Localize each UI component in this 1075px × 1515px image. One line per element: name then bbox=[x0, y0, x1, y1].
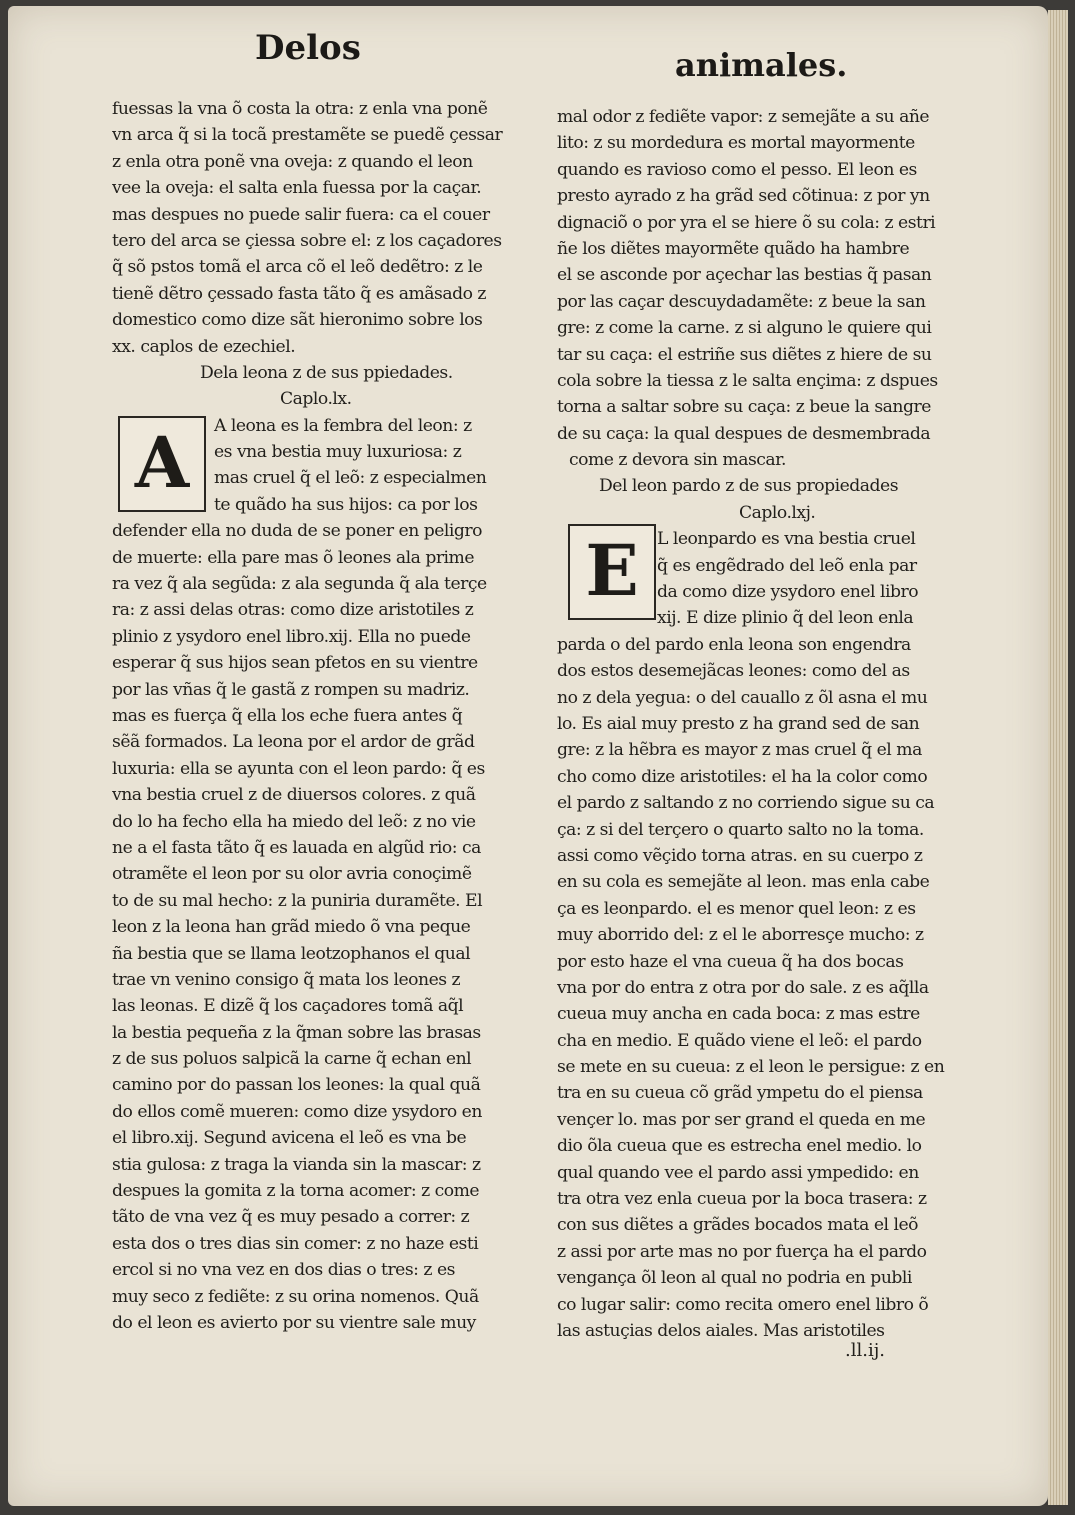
left-text-block-a bbox=[112, 96, 507, 360]
text-line: no z dela yegua: o del cauallo z õl asna el mu bbox=[557, 687, 928, 708]
text-line: esta dos o tres dias sin comer: z no haze esti bbox=[112, 1233, 479, 1254]
text-line: gre: z la hẽbra es mayor z mas cruel q̃ el ma bbox=[557, 740, 922, 761]
text-line: dio õla cueua que es estrecha enel medio. lo bbox=[557, 1136, 922, 1157]
text-line: se mete en su cueua: z el leon le persigue: z en bbox=[557, 1057, 945, 1078]
text-line: dignaciõ o por yra el se hiere õ su cola: z estri bbox=[557, 212, 936, 233]
left-text-block-b bbox=[112, 518, 507, 1336]
text-line: plinio z ysydoro enel libro.xij. Ella no puede bbox=[112, 626, 471, 647]
text-line: de muerte: ella pare mas õ leones ala prime bbox=[112, 547, 475, 568]
text-line: leon z la leona han grãd miedo õ vna peque bbox=[112, 917, 471, 938]
text-line: defender ella no duda de se poner en peligro bbox=[112, 521, 482, 542]
text-line: domestico como dize sãt hieronimo sobre los bbox=[112, 310, 483, 331]
text-line: camino por do passan los leones: la qual quã bbox=[112, 1075, 481, 1096]
text-line: tar su caça: el estriñe sus diẽtes z hiere de su bbox=[557, 344, 932, 365]
text-line: tãto de vna vez q̃ es muy pesado a correr: z bbox=[112, 1207, 470, 1228]
text-line: te quãdo ha sus hijos: ca por los bbox=[214, 494, 478, 515]
text-line: ñe los diẽtes mayormẽte quãdo ha hambre bbox=[557, 238, 910, 259]
text-line: por las caçar descuydadamẽte: z beue la san bbox=[557, 291, 926, 312]
right-column bbox=[557, 104, 949, 1344]
text-line: muy aborrido del: z el le aborresçe mucho: z bbox=[557, 925, 924, 946]
text-line: gre: z come la carne. z si alguno le quiere qui bbox=[557, 318, 932, 339]
text-line: xx. caplos de ezechiel. bbox=[112, 336, 296, 357]
text-line: presto ayrado z ha grãd sed cõtinua: z por yn bbox=[557, 186, 930, 207]
page-fore-edge bbox=[1048, 10, 1068, 1505]
text-line: esperar q̃ sus hijos sean pfetos en su vientre bbox=[112, 653, 478, 674]
text-line: vee la oveja: el salta enla fuessa por la caçar. bbox=[112, 178, 482, 199]
text-line: luxuria: ella se ayunta con el leon pardo: q̃ es bbox=[112, 758, 485, 779]
text-line: el libro.xij. Segund avicena el leõ es vna be bbox=[112, 1128, 467, 1149]
text-line: ra vez q̃ ala segũda: z ala segunda q̃ ala terçe bbox=[112, 574, 487, 595]
text-line: ça: z si del terçero o quarto salto no la toma. bbox=[557, 819, 924, 840]
text-line: trae vn venino consigo q̃ mata los leones z bbox=[112, 969, 461, 990]
text-line: vençer lo. mas por ser grand el queda en me bbox=[557, 1109, 926, 1130]
text-line: ña bestia que se llama leotzophanos el qual bbox=[112, 943, 471, 964]
text-line: cho como dize aristotiles: el ha la color como bbox=[557, 766, 928, 787]
decorated-initial-a: A bbox=[118, 416, 206, 512]
text-line: come z devora sin mascar. bbox=[569, 450, 786, 471]
text-line: mas cruel q̃ el leõ: z especialmen bbox=[214, 468, 487, 489]
right-text-block-a bbox=[557, 104, 949, 473]
folio-signature: .ll.ij. bbox=[845, 1340, 886, 1361]
text-line: mal odor z fediẽte vapor: z semejãte a su añe bbox=[557, 107, 930, 127]
text-line: cueua muy ancha en cada boca: z mas estre bbox=[557, 1004, 920, 1025]
text-line: xij. E dize plinio q̃ del leon enla bbox=[657, 608, 914, 629]
text-line: otramẽte el leon por su olor avria conoçimẽ bbox=[112, 864, 472, 885]
chapter-number: Caplo.lxj. bbox=[739, 502, 816, 523]
text-line: tero del arca se çiessa sobre el: z los caçadores bbox=[112, 230, 502, 251]
text-line: tra otra vez enla cueua por la boca trasera: z bbox=[557, 1189, 927, 1210]
text-line: por esto haze el vna cueua q̃ ha dos bocas bbox=[557, 951, 904, 972]
text-line: es vna bestia muy luxuriosa: z bbox=[214, 442, 462, 463]
text-line: tienẽ dẽtro çessado fasta tãto q̃ es amãsado z bbox=[112, 283, 486, 304]
text-line: L leonpardo es vna bestia cruel bbox=[657, 529, 916, 550]
text-line: parda o del pardo enla leona son engendra bbox=[557, 634, 911, 655]
text-line: q̃ sõ pstos tomã el arca cõ el leõ dedẽtro: z le bbox=[112, 257, 483, 278]
text-line: torna a saltar sobre su caça: z beue la sangre bbox=[557, 397, 931, 418]
text-line: mas despues no puede salir fuera: ca el couer bbox=[112, 204, 490, 225]
text-line: z de sus poluos salpicã la carne q̃ echan enl bbox=[112, 1049, 472, 1070]
text-line: do el leon es avierto por su vientre sale muy bbox=[112, 1312, 476, 1333]
text-line: ça es leonpardo. el es menor quel leon: z es bbox=[557, 898, 916, 919]
text-line: el se asconde por açechar las bestias q̃ pasan bbox=[557, 265, 932, 286]
text-line: ercol si no vna vez en dos dias o tres: z es bbox=[112, 1260, 455, 1281]
chapter-heading: Del leon pardo z de sus propiedades bbox=[599, 476, 899, 497]
text-line: qual quando vee el pardo assi ympedido: en bbox=[557, 1162, 919, 1183]
text-line: to de su mal hecho: z la puniria duramẽte. El bbox=[112, 890, 483, 911]
text-line: las leonas. E dizẽ q̃ los caçadores tomã aq̃l bbox=[112, 996, 464, 1017]
text-line: en su cola es semejãte al leon. mas enla cabe bbox=[557, 872, 930, 893]
text-line: A leona es la fembra del leon: z bbox=[214, 415, 472, 436]
decorated-initial-e: E bbox=[568, 524, 656, 620]
text-line: mas es fuerça q̃ ella los eche fuera antes q̃ bbox=[112, 705, 463, 726]
text-line: do lo ha fecho ella ha miedo del leõ: z no vie bbox=[112, 811, 476, 832]
text-line: do ellos comẽ mueren: como dize ysydoro en bbox=[112, 1101, 482, 1122]
text-line: stia gulosa: z traga la vianda sin la mascar: z bbox=[112, 1154, 481, 1175]
text-line: de su caça: la qual despues de desmembrada bbox=[557, 423, 931, 444]
text-line: lito: z su mordedura es mortal mayormente bbox=[557, 133, 915, 154]
text-line: ra: z assi delas otras: como dize aristotiles z bbox=[112, 600, 474, 621]
right-text-block-b bbox=[557, 632, 949, 1345]
text-line: quando es ravioso como el pesso. El leon es bbox=[557, 159, 917, 180]
text-line: vn arca q̃ si la tocã prestamẽte se puedẽ çessar bbox=[112, 125, 503, 146]
text-line: ne a el fasta tãto q̃ es lauada en algũd rio: ca bbox=[112, 837, 481, 858]
text-line: vna por do entra z otra por do sale. z es aq̃lla bbox=[557, 977, 929, 998]
text-line: da como dize ysydoro enel libro bbox=[657, 582, 919, 603]
running-head-right: animales. bbox=[675, 46, 848, 84]
text-line: cola sobre la tiessa z le salta ençima: z dspues bbox=[557, 370, 938, 391]
text-line: vengança õl leon al qual no podria en publi bbox=[557, 1268, 912, 1289]
text-line: tra en su cueua cõ grãd ympetu do el piensa bbox=[557, 1083, 923, 1104]
text-line: cha en medio. E quãdo viene el leõ: el pardo bbox=[557, 1030, 922, 1051]
text-line: el pardo z saltando z no corriendo sigue su ca bbox=[557, 793, 935, 814]
text-line: por las vñas q̃ le gastã z rompen su madriz. bbox=[112, 679, 470, 700]
text-line: despues la gomita z la torna acomer: z come bbox=[112, 1181, 480, 1202]
text-line: con sus diẽtes a grãdes bocados mata el leõ bbox=[557, 1215, 919, 1236]
left-initial-block bbox=[112, 413, 507, 519]
text-line: fuessas la vna õ costa la otra: z enla vna ponẽ bbox=[112, 99, 488, 119]
right-initial-block bbox=[557, 526, 949, 632]
text-line: la bestia pequeña z la q̃man sobre las brasas bbox=[112, 1022, 481, 1043]
left-column bbox=[112, 96, 507, 1336]
text-line: sẽã formados. La leona por el ardor de grãd bbox=[112, 732, 475, 753]
running-head-left: Delos bbox=[255, 28, 361, 68]
chapter-number: Caplo.lx. bbox=[280, 389, 352, 410]
text-line: vna bestia cruel z de diuersos colores. z quã bbox=[112, 785, 476, 806]
text-line: dos estos desemejãcas leones: como del as bbox=[557, 661, 910, 682]
text-line: z assi por arte mas no por fuerça ha el pardo bbox=[557, 1241, 927, 1262]
text-line: z enla otra ponẽ vna oveja: z quando el leon bbox=[112, 151, 473, 172]
text-line: lo. Es aial muy presto z ha grand sed de san bbox=[557, 713, 920, 734]
chapter-heading: Dela leona z de sus ppiedades. bbox=[200, 362, 453, 383]
text-line: muy seco z fediẽte: z su orina nomenos. Quã bbox=[112, 1286, 479, 1307]
text-line: q̃ es engẽdrado del leõ enla par bbox=[657, 555, 917, 576]
text-line: co lugar salir: como recita omero enel libro õ bbox=[557, 1294, 929, 1315]
text-line: las astuçias delos aiales. Mas aristotiles bbox=[557, 1320, 885, 1341]
text-line: assi como vẽçido torna atras. en su cuerpo z bbox=[557, 845, 923, 866]
